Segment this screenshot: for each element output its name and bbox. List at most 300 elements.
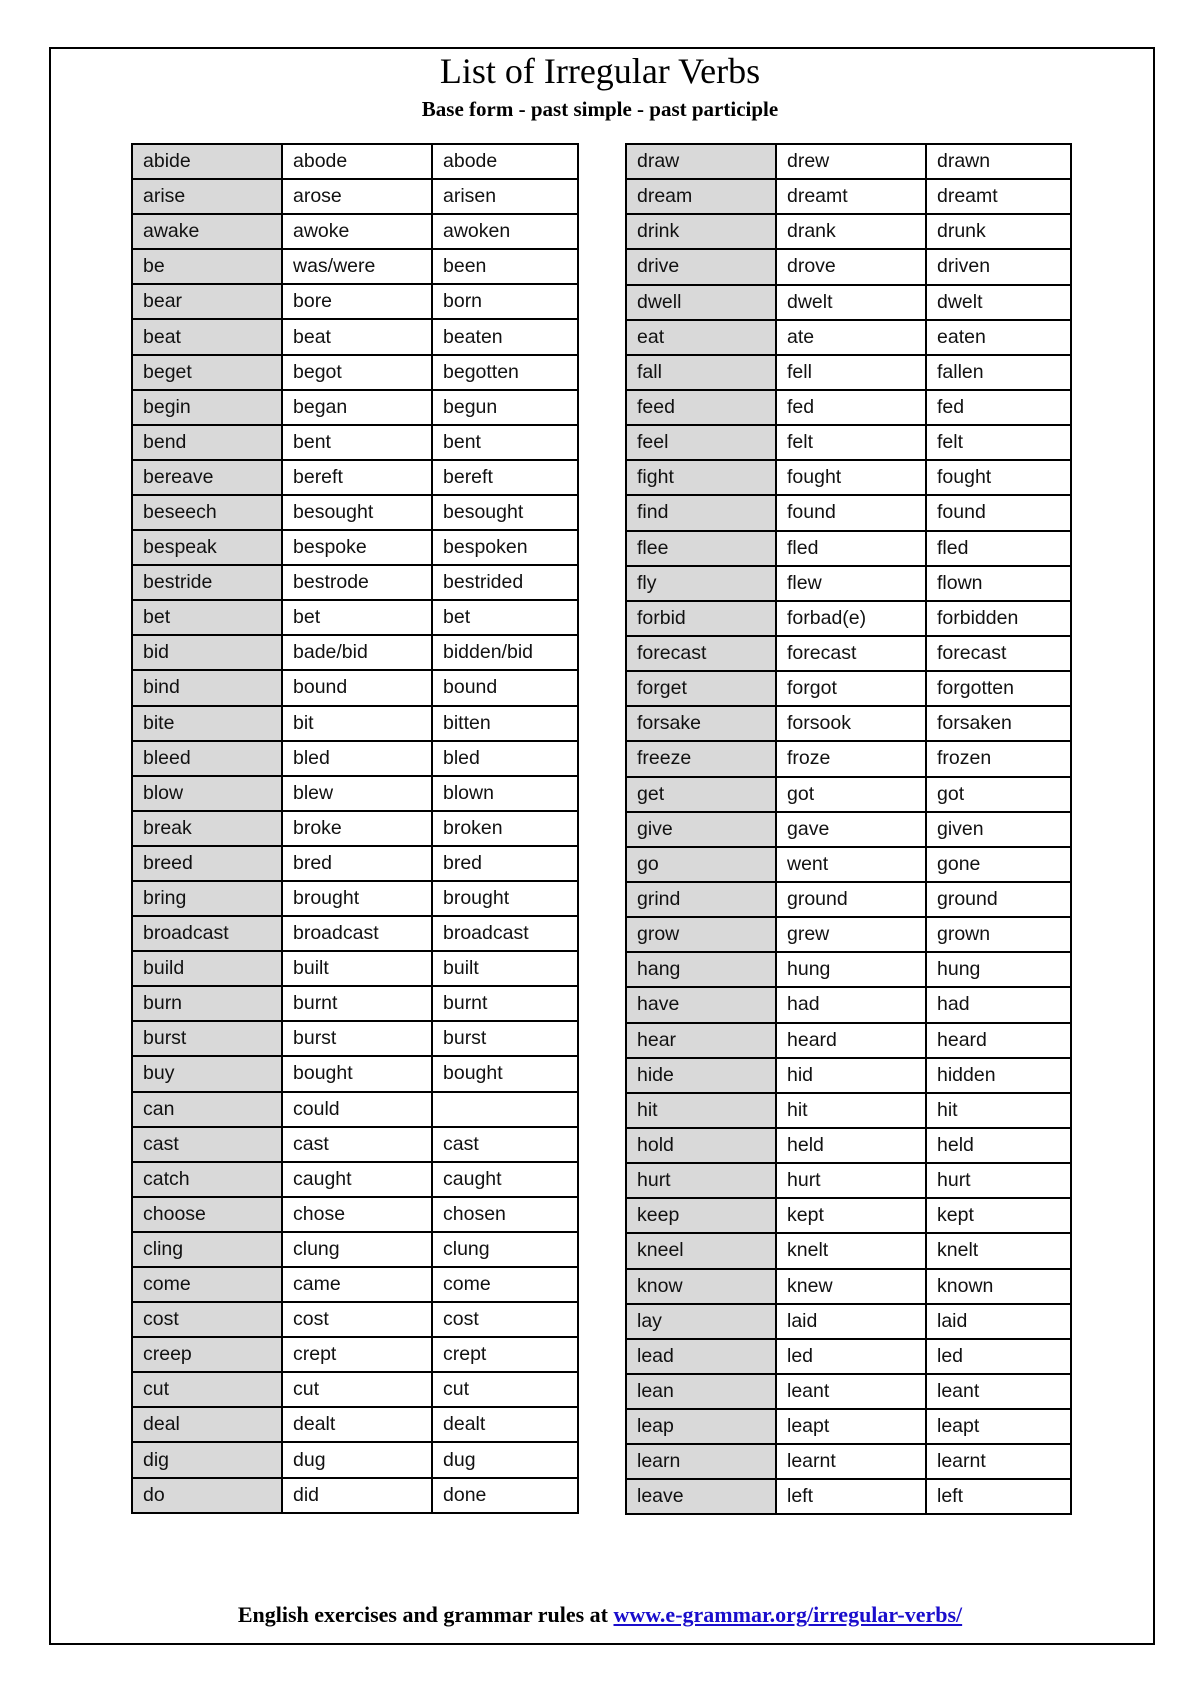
verb-row	[626, 1479, 1071, 1514]
base-form-cell: lay	[626, 1304, 776, 1339]
past-simple-cell: drank	[776, 214, 926, 249]
base-form-cell: beat	[132, 319, 282, 354]
past-participle-cell: bred	[432, 846, 578, 881]
base-form-cell: leap	[626, 1409, 776, 1444]
base-form-cell: eat	[626, 320, 776, 355]
base-form-cell: come	[132, 1267, 282, 1302]
verb-row	[626, 425, 1071, 460]
past-participle-cell: dwelt	[926, 285, 1071, 320]
verb-row	[626, 1269, 1071, 1304]
verb-row	[132, 179, 578, 214]
verb-row	[626, 179, 1071, 214]
past-simple-cell: knew	[776, 1269, 926, 1304]
past-simple-cell: bought	[282, 1056, 432, 1091]
base-form-cell: drive	[626, 249, 776, 284]
verb-row	[626, 1233, 1071, 1268]
base-form-cell: keep	[626, 1198, 776, 1233]
base-form-cell: beseech	[132, 495, 282, 530]
verb-row	[626, 706, 1071, 741]
past-participle-cell: hit	[926, 1093, 1071, 1128]
base-form-cell: give	[626, 812, 776, 847]
verb-row	[132, 1197, 578, 1232]
past-participle-cell: bespoken	[432, 530, 578, 565]
base-form-cell: dwell	[626, 285, 776, 320]
past-participle-cell: hidden	[926, 1058, 1071, 1093]
past-participle-cell: got	[926, 777, 1071, 812]
base-form-cell: bleed	[132, 741, 282, 776]
past-simple-cell: gave	[776, 812, 926, 847]
verb-row	[626, 355, 1071, 390]
base-form-cell: cling	[132, 1232, 282, 1267]
base-form-cell: lean	[626, 1374, 776, 1409]
verb-row	[132, 846, 578, 881]
base-form-cell: beget	[132, 355, 282, 390]
past-participle-cell: learnt	[926, 1444, 1071, 1479]
verb-row	[132, 1092, 578, 1127]
verb-row	[132, 144, 578, 179]
past-simple-cell: bound	[282, 670, 432, 705]
past-simple-cell: bet	[282, 600, 432, 635]
verb-row	[132, 1478, 578, 1513]
past-participle-cell: bereft	[432, 460, 578, 495]
past-simple-cell: laid	[776, 1304, 926, 1339]
past-participle-cell: fought	[926, 460, 1071, 495]
verb-row	[626, 390, 1071, 425]
base-form-cell: buy	[132, 1056, 282, 1091]
verb-row	[132, 741, 578, 776]
past-participle-cell: been	[432, 249, 578, 284]
verb-row	[132, 1372, 578, 1407]
base-form-cell: bestride	[132, 565, 282, 600]
past-simple-cell: hid	[776, 1058, 926, 1093]
verb-row	[132, 249, 578, 284]
past-participle-cell: dug	[432, 1442, 578, 1477]
past-simple-cell: flew	[776, 566, 926, 601]
past-simple-cell: cut	[282, 1372, 432, 1407]
past-participle-cell: come	[432, 1267, 578, 1302]
past-simple-cell: could	[282, 1092, 432, 1127]
base-form-cell: do	[132, 1478, 282, 1513]
base-form-cell: bet	[132, 600, 282, 635]
past-simple-cell: did	[282, 1478, 432, 1513]
past-simple-cell: besought	[282, 495, 432, 530]
past-simple-cell: left	[776, 1479, 926, 1514]
past-participle-cell: bitten	[432, 706, 578, 741]
past-participle-cell: beaten	[432, 319, 578, 354]
past-simple-cell: bespoke	[282, 530, 432, 565]
past-simple-cell: had	[776, 987, 926, 1022]
base-form-cell: bid	[132, 635, 282, 670]
base-form-cell: dream	[626, 179, 776, 214]
verb-row	[132, 1267, 578, 1302]
base-form-cell: cut	[132, 1372, 282, 1407]
past-participle-cell: brought	[432, 881, 578, 916]
page-title: List of Irregular Verbs	[439, 51, 761, 91]
verb-table-left	[131, 143, 579, 1514]
past-simple-cell: begot	[282, 355, 432, 390]
base-form-cell: find	[626, 495, 776, 530]
base-form-cell: bend	[132, 425, 282, 460]
past-simple-cell: forsook	[776, 706, 926, 741]
past-simple-cell: dealt	[282, 1407, 432, 1442]
past-simple-cell: came	[282, 1267, 432, 1302]
past-simple-cell: cost	[282, 1302, 432, 1337]
past-participle-cell: built	[432, 951, 578, 986]
past-simple-cell: forecast	[776, 636, 926, 671]
past-participle-cell: blown	[432, 776, 578, 811]
past-simple-cell: went	[776, 847, 926, 882]
past-simple-cell: hung	[776, 952, 926, 987]
verb-row	[626, 144, 1071, 179]
past-participle-cell: dreamt	[926, 179, 1071, 214]
verb-row	[132, 1021, 578, 1056]
past-participle-cell: leant	[926, 1374, 1071, 1409]
base-form-cell: bear	[132, 284, 282, 319]
base-form-cell: forecast	[626, 636, 776, 671]
verb-row	[626, 460, 1071, 495]
past-participle-cell: bestrided	[432, 565, 578, 600]
base-form-cell: bind	[132, 670, 282, 705]
verb-row	[626, 531, 1071, 566]
past-participle-cell: cost	[432, 1302, 578, 1337]
base-form-cell: have	[626, 987, 776, 1022]
past-participle-cell: felt	[926, 425, 1071, 460]
base-form-cell: know	[626, 1269, 776, 1304]
base-form-cell: broadcast	[132, 916, 282, 951]
past-participle-cell: begotten	[432, 355, 578, 390]
verb-row	[626, 847, 1071, 882]
verb-row	[132, 951, 578, 986]
base-form-cell: flee	[626, 531, 776, 566]
past-simple-cell: hit	[776, 1093, 926, 1128]
verb-row	[132, 670, 578, 705]
past-participle-cell	[432, 1092, 578, 1127]
base-form-cell: feed	[626, 390, 776, 425]
past-simple-cell: found	[776, 495, 926, 530]
past-simple-cell: forgot	[776, 671, 926, 706]
footer-link[interactable]: www.e-grammar.org/irregular-verbs/	[613, 1602, 963, 1627]
verb-row	[626, 320, 1071, 355]
base-form-cell: bring	[132, 881, 282, 916]
verb-row	[626, 882, 1071, 917]
base-form-cell: hit	[626, 1093, 776, 1128]
base-form-cell: awake	[132, 214, 282, 249]
past-simple-cell: got	[776, 777, 926, 812]
past-simple-cell: forbad(e)	[776, 601, 926, 636]
past-participle-cell: ground	[926, 882, 1071, 917]
verb-row	[132, 214, 578, 249]
past-simple-cell: fled	[776, 531, 926, 566]
verb-row	[626, 601, 1071, 636]
past-simple-cell: was/were	[282, 249, 432, 284]
past-participle-cell: cut	[432, 1372, 578, 1407]
past-participle-cell: kept	[926, 1198, 1071, 1233]
verb-row	[626, 987, 1071, 1022]
past-participle-cell: done	[432, 1478, 578, 1513]
base-form-cell: fall	[626, 355, 776, 390]
past-simple-cell: chose	[282, 1197, 432, 1232]
past-simple-cell: broadcast	[282, 916, 432, 951]
past-participle-cell: bidden/bid	[432, 635, 578, 670]
past-participle-cell: grown	[926, 917, 1071, 952]
verb-row	[132, 916, 578, 951]
past-participle-cell: forbidden	[926, 601, 1071, 636]
past-participle-cell: fallen	[926, 355, 1071, 390]
base-form-cell: cast	[132, 1127, 282, 1162]
verb-row	[626, 812, 1071, 847]
past-simple-cell: bred	[282, 846, 432, 881]
base-form-cell: bereave	[132, 460, 282, 495]
base-form-cell: catch	[132, 1162, 282, 1197]
past-simple-cell: held	[776, 1128, 926, 1163]
base-form-cell: burst	[132, 1021, 282, 1056]
verb-row	[132, 706, 578, 741]
past-participle-cell: chosen	[432, 1197, 578, 1232]
verb-row	[132, 1232, 578, 1267]
past-simple-cell: blew	[282, 776, 432, 811]
base-form-cell: hear	[626, 1023, 776, 1058]
past-simple-cell: fell	[776, 355, 926, 390]
past-participle-cell: broadcast	[432, 916, 578, 951]
past-participle-cell: drawn	[926, 144, 1071, 179]
verb-row	[132, 355, 578, 390]
past-participle-cell: found	[926, 495, 1071, 530]
base-form-cell: hide	[626, 1058, 776, 1093]
past-participle-cell: bound	[432, 670, 578, 705]
base-form-cell: hang	[626, 952, 776, 987]
base-form-cell: draw	[626, 144, 776, 179]
past-participle-cell: heard	[926, 1023, 1071, 1058]
past-simple-cell: bit	[282, 706, 432, 741]
base-form-cell: build	[132, 951, 282, 986]
past-simple-cell: brought	[282, 881, 432, 916]
past-participle-cell: fled	[926, 531, 1071, 566]
past-participle-cell: had	[926, 987, 1071, 1022]
verb-row	[626, 1163, 1071, 1198]
past-simple-cell: clung	[282, 1232, 432, 1267]
past-simple-cell: leapt	[776, 1409, 926, 1444]
past-simple-cell: ate	[776, 320, 926, 355]
past-simple-cell: knelt	[776, 1233, 926, 1268]
verb-row	[132, 776, 578, 811]
past-participle-cell: hung	[926, 952, 1071, 987]
base-form-cell: abide	[132, 144, 282, 179]
base-form-cell: lead	[626, 1339, 776, 1374]
base-form-cell: breed	[132, 846, 282, 881]
verb-row	[132, 1337, 578, 1372]
base-form-cell: burn	[132, 986, 282, 1021]
base-form-cell: forbid	[626, 601, 776, 636]
past-simple-cell: dwelt	[776, 285, 926, 320]
past-simple-cell: drew	[776, 144, 926, 179]
past-simple-cell: broke	[282, 811, 432, 846]
verb-row	[132, 390, 578, 425]
base-form-cell: fight	[626, 460, 776, 495]
past-simple-cell: bestrode	[282, 565, 432, 600]
past-participle-cell: clung	[432, 1232, 578, 1267]
past-simple-cell: drove	[776, 249, 926, 284]
base-form-cell: go	[626, 847, 776, 882]
past-simple-cell: felt	[776, 425, 926, 460]
past-participle-cell: forecast	[926, 636, 1071, 671]
past-participle-cell: caught	[432, 1162, 578, 1197]
past-participle-cell: leapt	[926, 1409, 1071, 1444]
verb-row	[626, 671, 1071, 706]
past-participle-cell: arisen	[432, 179, 578, 214]
past-simple-cell: arose	[282, 179, 432, 214]
verb-row	[132, 530, 578, 565]
past-simple-cell: learnt	[776, 1444, 926, 1479]
verb-row	[626, 1198, 1071, 1233]
past-participle-cell: knelt	[926, 1233, 1071, 1268]
past-simple-cell: leant	[776, 1374, 926, 1409]
base-form-cell: leave	[626, 1479, 776, 1514]
verb-row	[626, 1374, 1071, 1409]
base-form-cell: choose	[132, 1197, 282, 1232]
verb-row	[626, 1023, 1071, 1058]
verb-row	[626, 566, 1071, 601]
past-simple-cell: fought	[776, 460, 926, 495]
past-simple-cell: burst	[282, 1021, 432, 1056]
base-form-cell: learn	[626, 1444, 776, 1479]
verb-row	[132, 600, 578, 635]
base-form-cell: grind	[626, 882, 776, 917]
past-simple-cell: began	[282, 390, 432, 425]
verb-row	[132, 811, 578, 846]
past-participle-cell: dealt	[432, 1407, 578, 1442]
past-simple-cell: bereft	[282, 460, 432, 495]
past-simple-cell: cast	[282, 1127, 432, 1162]
past-simple-cell: heard	[776, 1023, 926, 1058]
past-participle-cell: left	[926, 1479, 1071, 1514]
verb-row	[626, 1128, 1071, 1163]
past-simple-cell: dreamt	[776, 179, 926, 214]
base-form-cell: forsake	[626, 706, 776, 741]
past-participle-cell: eaten	[926, 320, 1071, 355]
past-simple-cell: hurt	[776, 1163, 926, 1198]
past-participle-cell: led	[926, 1339, 1071, 1374]
past-simple-cell: bled	[282, 741, 432, 776]
past-participle-cell: bled	[432, 741, 578, 776]
verb-row	[626, 1093, 1071, 1128]
past-participle-cell: laid	[926, 1304, 1071, 1339]
verb-row	[626, 214, 1071, 249]
base-form-cell: hold	[626, 1128, 776, 1163]
base-form-cell: cost	[132, 1302, 282, 1337]
verb-table-right-body	[626, 144, 1071, 1514]
verb-row	[626, 495, 1071, 530]
past-simple-cell: caught	[282, 1162, 432, 1197]
base-form-cell: dig	[132, 1442, 282, 1477]
verb-row	[132, 425, 578, 460]
past-participle-cell: held	[926, 1128, 1071, 1163]
base-form-cell: creep	[132, 1337, 282, 1372]
past-participle-cell: begun	[432, 390, 578, 425]
base-form-cell: fly	[626, 566, 776, 601]
verb-row	[132, 1056, 578, 1091]
past-participle-cell: bought	[432, 1056, 578, 1091]
past-simple-cell: froze	[776, 741, 926, 776]
past-simple-cell: grew	[776, 917, 926, 952]
verb-row	[626, 917, 1071, 952]
past-participle-cell: known	[926, 1269, 1071, 1304]
past-simple-cell: burnt	[282, 986, 432, 1021]
base-form-cell: bespeak	[132, 530, 282, 565]
past-simple-cell: awoke	[282, 214, 432, 249]
footer	[0, 1602, 1200, 1628]
base-form-cell: get	[626, 777, 776, 812]
past-simple-cell: dug	[282, 1442, 432, 1477]
verb-row	[132, 986, 578, 1021]
verb-row	[132, 1162, 578, 1197]
past-participle-cell: driven	[926, 249, 1071, 284]
past-simple-cell: built	[282, 951, 432, 986]
past-participle-cell: frozen	[926, 741, 1071, 776]
base-form-cell: blow	[132, 776, 282, 811]
base-form-cell: hurt	[626, 1163, 776, 1198]
base-form-cell: arise	[132, 179, 282, 214]
past-simple-cell: crept	[282, 1337, 432, 1372]
base-form-cell: bite	[132, 706, 282, 741]
past-simple-cell: abode	[282, 144, 432, 179]
verb-row	[626, 636, 1071, 671]
verb-row	[626, 285, 1071, 320]
past-participle-cell: given	[926, 812, 1071, 847]
past-participle-cell: broken	[432, 811, 578, 846]
base-form-cell: freeze	[626, 741, 776, 776]
past-simple-cell: fed	[776, 390, 926, 425]
footer-text: English exercises and grammar rules at	[237, 1602, 614, 1627]
verb-row	[626, 1444, 1071, 1479]
past-participle-cell: born	[432, 284, 578, 319]
past-participle-cell: drunk	[926, 214, 1071, 249]
past-participle-cell: fed	[926, 390, 1071, 425]
base-form-cell: drink	[626, 214, 776, 249]
past-participle-cell: burst	[432, 1021, 578, 1056]
verb-row	[626, 1339, 1071, 1374]
past-participle-cell: bent	[432, 425, 578, 460]
verb-row	[132, 1127, 578, 1162]
base-form-cell: grow	[626, 917, 776, 952]
base-form-cell: forget	[626, 671, 776, 706]
past-participle-cell: burnt	[432, 986, 578, 1021]
verb-row	[626, 1058, 1071, 1093]
verb-row	[132, 881, 578, 916]
base-form-cell: can	[132, 1092, 282, 1127]
verb-row	[626, 1304, 1071, 1339]
past-participle-cell: crept	[432, 1337, 578, 1372]
verb-row	[132, 1407, 578, 1442]
verb-table-left-body	[132, 144, 578, 1513]
verb-row	[626, 741, 1071, 776]
past-participle-cell: bet	[432, 600, 578, 635]
base-form-cell: be	[132, 249, 282, 284]
past-participle-cell: gone	[926, 847, 1071, 882]
verb-row	[132, 495, 578, 530]
verb-table-right	[625, 143, 1072, 1515]
past-participle-cell: forsaken	[926, 706, 1071, 741]
verb-row	[132, 319, 578, 354]
verb-row	[626, 952, 1071, 987]
verb-row	[132, 635, 578, 670]
past-simple-cell: beat	[282, 319, 432, 354]
page-subtitle: Base form - past simple - past participle	[421, 97, 779, 121]
base-form-cell: deal	[132, 1407, 282, 1442]
past-simple-cell: bade/bid	[282, 635, 432, 670]
past-simple-cell: led	[776, 1339, 926, 1374]
past-participle-cell: flown	[926, 566, 1071, 601]
verb-row	[132, 565, 578, 600]
